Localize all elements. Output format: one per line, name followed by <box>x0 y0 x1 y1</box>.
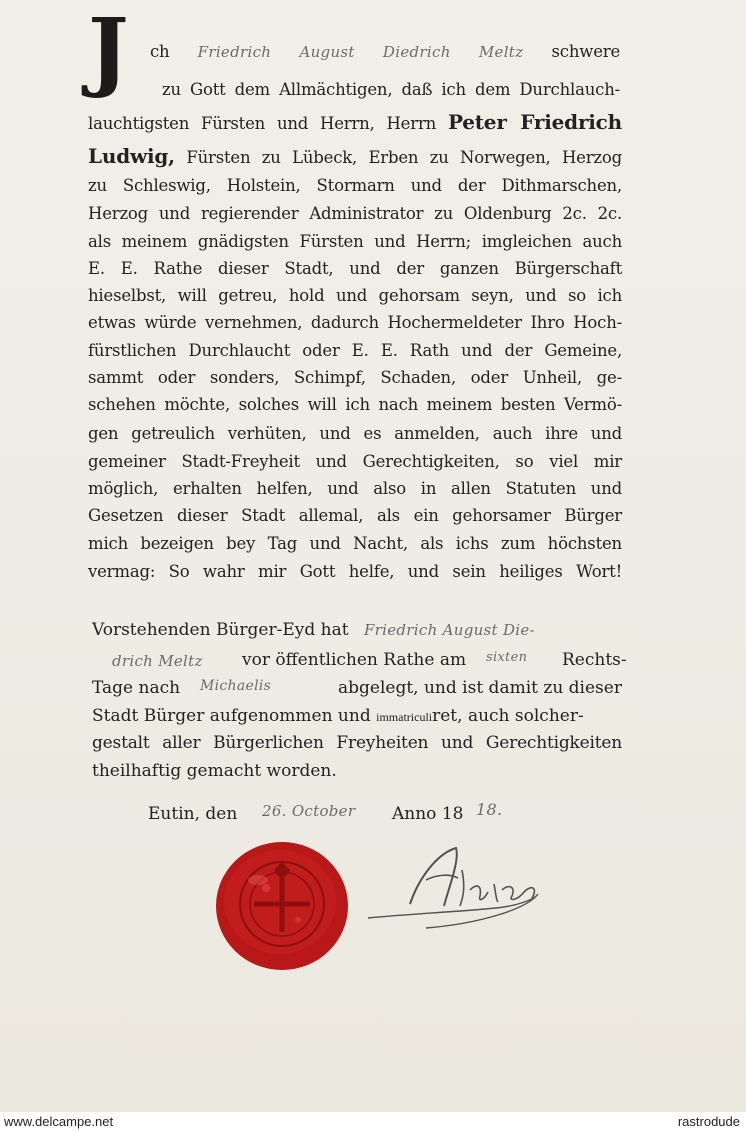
wax-seal <box>214 840 350 974</box>
oath-name-handwritten: Friedrich August Diedrich Meltz <box>197 43 524 61</box>
oath-line-2: zu Gott dem Allmächtigen, daß ich dem Durchlauch- <box>162 80 620 99</box>
cert-feast-handwritten: Michaelis <box>200 678 272 694</box>
cert-line-1 <box>92 620 535 640</box>
date-day-handwritten: 26. October <box>262 802 356 820</box>
cert-day-handwritten: sixten <box>486 650 528 665</box>
footer-right-seller: rastrodude <box>677 1114 740 1129</box>
oath-line-11: fürstlichen Durchlaucht oder E. E. Rath und der Gemeine, <box>88 341 622 360</box>
oath-line-1 <box>150 42 620 61</box>
cert-line-5: gestalt aller Bürgerlichen Freyheiten und Gerechtigkeiten <box>92 733 622 753</box>
prince-name-cont: Ludwig, <box>88 144 175 168</box>
oath-line-16: möglich, erhalten helfen, und also in allen Statuten und <box>88 479 622 498</box>
cert-line-4-post: ret, auch solcher- <box>432 706 584 726</box>
oath-line-18: mich bezeigen bey Tag und Nacht, als ichs zum höchsten <box>88 534 622 553</box>
oath-line-9: hieselbst, will getreu, hold und gehorsam seyn, und so ich <box>88 286 622 305</box>
cert-name-handwritten-cont: drich Meltz <box>112 652 203 670</box>
oath-line-3-pre: lauchtigsten Fürsten und Herrn, Herrn <box>88 114 437 133</box>
oath-line-4-post: Fürsten zu Lübeck, Erben zu Norwegen, Herzog <box>186 148 622 167</box>
oath-line-8: E. E. Rathe dieser Stadt, und der ganzen Bürgerschaft <box>88 259 622 278</box>
cert-line-3-pre: Tage nach <box>92 678 181 698</box>
oath-line-4 <box>88 144 622 168</box>
cert-line-4-pre: Stadt Bürger aufgenommen und <box>92 706 371 726</box>
oath-line-15: gemeiner Stadt-Freyheit und Gerechtigkeiten, so viel mir <box>88 452 622 471</box>
oath-line-6: Herzog und regierender Administrator zu Oldenburg 2c. 2c. <box>88 204 622 223</box>
oath-line-10: etwas würde vernehmen, dadurch Hochermeldeter Ihro Hoch- <box>88 313 622 332</box>
oath-line-5: zu Schleswig, Holstein, Stormarn und der Dithmarschen, <box>88 176 622 195</box>
date-year-handwritten: 18. <box>476 800 503 819</box>
oath-line-1-pre: ch <box>150 42 170 61</box>
cert-line-2-text: vor öffentlichen Rathe am <box>242 650 467 670</box>
oath-line-7: als meinem gnädigsten Fürsten und Herrn; imgleichen auch <box>88 232 622 251</box>
cert-immatriculi: immatriculi <box>376 710 433 724</box>
oath-line-13: schehen möchte, solches will ich nach meinem besten Vermö- <box>88 395 622 414</box>
oath-line-12: sammt oder sonders, Schimpf, Schaden, oder Unheil, ge- <box>88 368 622 387</box>
handwritten-signature <box>366 840 546 940</box>
prince-name: Peter Friedrich <box>447 110 622 134</box>
cert-name-handwritten: Friedrich August Die- <box>363 621 535 639</box>
cert-line-2-post: Rechts- <box>562 650 627 670</box>
cert-line-1-pre: Vorstehenden Bürger-Eyd hat <box>92 620 349 640</box>
footer-left-watermark[interactable]: www.delcampe.net <box>4 1114 114 1129</box>
cert-line-3-post: abgelegt, und ist damit zu dieser <box>338 678 622 698</box>
drop-cap-initial: J <box>88 0 129 101</box>
footer-bar <box>0 1112 746 1131</box>
date-place: Eutin, den <box>148 804 238 824</box>
oath-line-19: vermag: So wahr mir Gott helfe, und sein heiliges Wort! <box>88 562 622 581</box>
cert-line-6: theilhaftig gemacht worden. <box>92 761 337 781</box>
date-anno: Anno 18 <box>392 804 464 824</box>
oath-line-17: Gesetzen dieser Stadt allemal, als ein gehorsamer Bürger <box>88 506 622 525</box>
oath-line-14: gen getreulich verhüten, und es anmelden, auch ihre und <box>88 424 622 443</box>
oath-line-3 <box>88 110 622 134</box>
cert-line-4 <box>92 706 584 726</box>
oath-line-1-post: schwere <box>551 42 621 61</box>
